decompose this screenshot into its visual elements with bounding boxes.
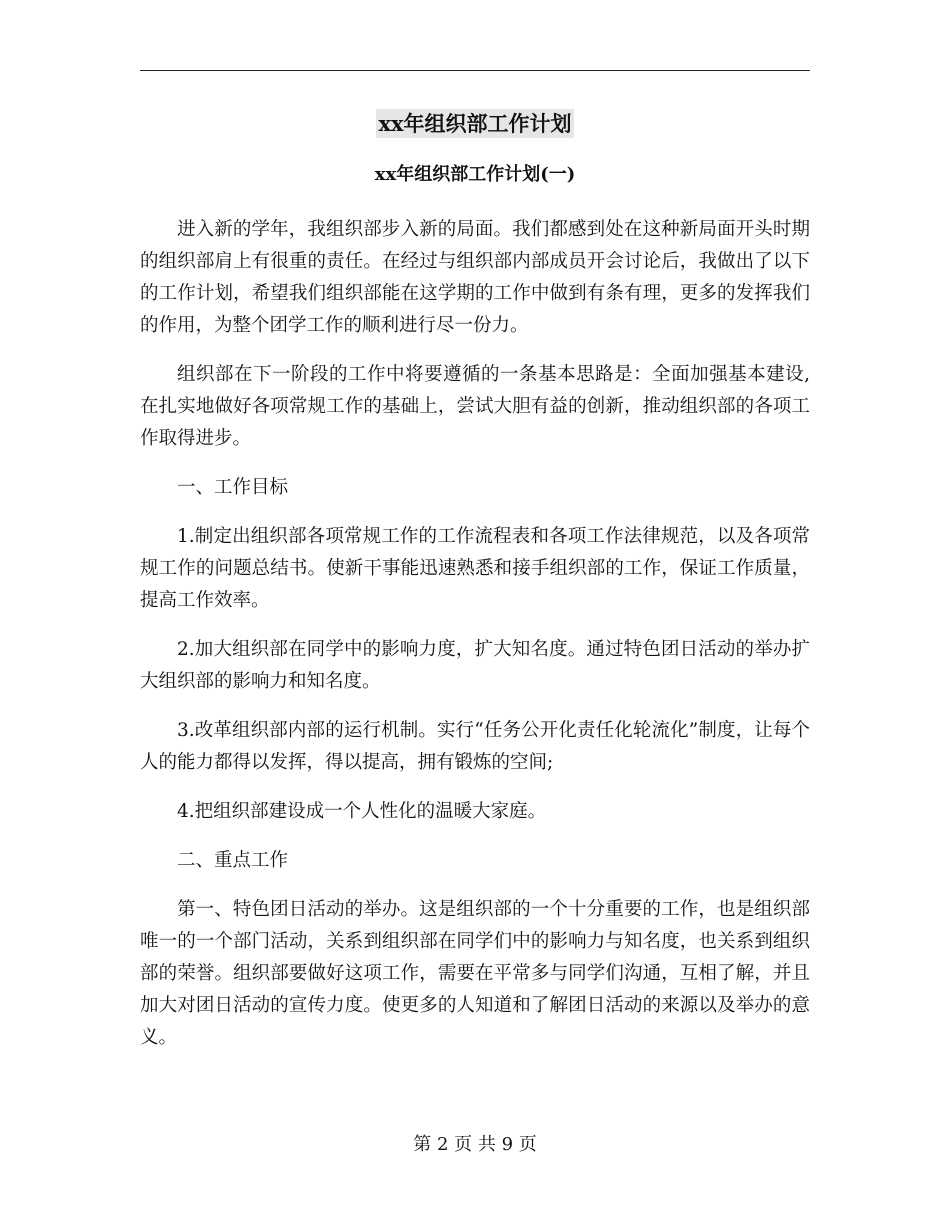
page-footer: 第 2 页 共 9 页 [413,1134,537,1155]
document-title [0,108,950,140]
document-title-text: xx年组织部工作计划 [378,111,572,136]
paragraph: 3.改革组织部内部的运行机制。实行“任务公开化责任化轮流化”制度，让每个人的能力都得以发挥，得以提高，拥有锻炼的空间; [140,720,810,773]
paragraph: 第一、特色团日活动的举办。这是组织部的一个十分重要的工作，也是组织部唯一的一个部门活动，关系到组织部在同学们中的影响力与知名度，也关系到组织部的荣誉。组织部要做好这项工作，需要在平常多与同学们沟通，互相了解，并且加大对团日活动的宣传力度。使更多的人知道和了解团日活动的来源以及举办的意义。 [140,899,810,1048]
paragraph: 2.加大组织部在同学中的影响力度，扩大知名度。通过特色团日活动的举办扩大组织部的影响力和知名度。 [140,639,810,692]
paragraph: 1.制定出组织部各项常规工作的工作流程表和各项工作法律规范，以及各项常规工作的问题总结书。使新干事能迅速熟悉和接手组织部的工作，保证工作质量，提高工作效率。 [140,526,810,611]
paragraph: 4.把组织部建设成一个人性化的温暖大家庭。 [177,801,547,822]
header-rule [140,70,810,71]
document-body [140,214,810,1071]
section-heading: 二、重点工作 [177,850,289,871]
section-heading: 一、工作目标 [177,477,289,498]
paragraph: 进入新的学年，我组织部步入新的局面。我们都感到处在这种新局面开头时期的组织部肩上有很重的责任。在经过与组织部内部成员开会讨论后，我做出了以下的工作计划，希望我们组织部能在这学期的工作中做到有条有理，更多的发挥我们的作用，为整个团学工作的顺利进行尽一份力。 [140,219,810,336]
paragraph: 组织部在下一阶段的工作中将要遵循的一条基本思路是：全面加强基本建设,在扎实地做好各项常规工作的基础上，尝试大胆有益的创新，推动组织部的各项工作取得进步。 [140,364,810,449]
document-subtitle: xx年组织部工作计划(一) [374,164,576,185]
